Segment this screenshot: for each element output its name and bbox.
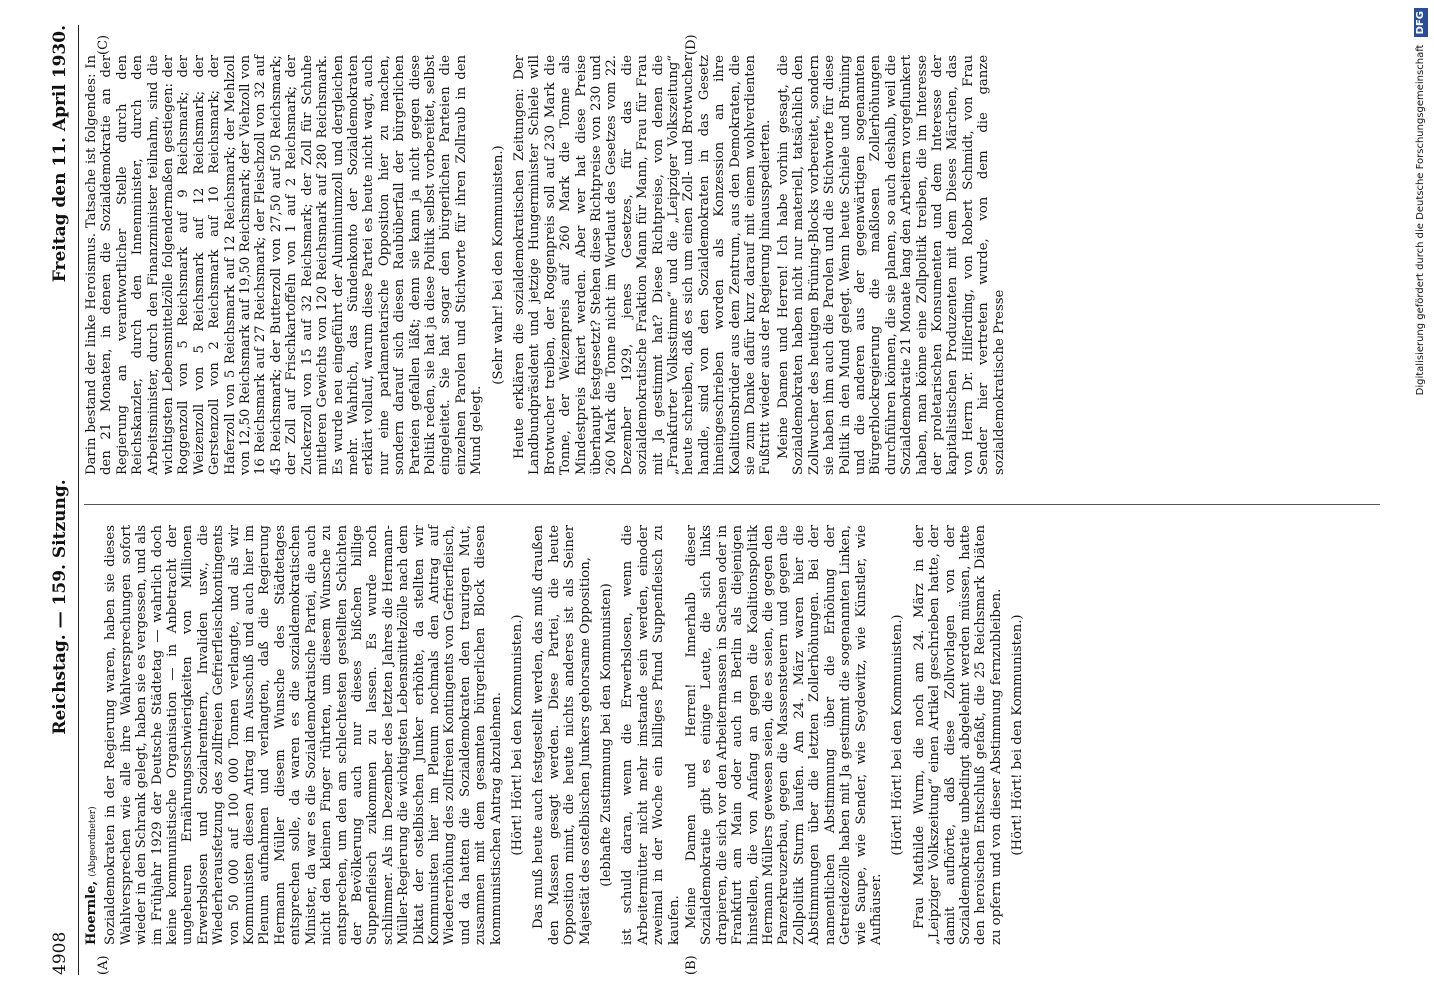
paragraph: Heute erklären die sozialdemokratischen Zeitungen: Der Landbundpräsident und jetzige Hungerminister Schiele will Brotwucher treiben, der Roggenpreis soll auf 230 Mark die Tonne, der Weizenpreis auf 260 Mark die Tonne als Mindestpreis fixiert werden. Aber wer hat diese Preise überhaupt festgesetzt? Stehen diese Richtpreise von 230 und 260 Mark die Tonne nicht im Wortlaut des Gesetzes vom 22. Dezember 1929, jenes Gesetzes, für das die sozialdemokratische Fraktion Mann für Mann, Frau für Frau mit Ja gestimmt hat? Diese Richtpreise, von denen die „Frankfurter Volksstimme“ und die „Leipziger Volkszeitung“ heute schreiben, daß es sich um einen Zoll- und Brotwucher handle, sind von den Sozialdemokraten in das Gesetz hineingeschrieben worden als Konzession an ihre Koalitionsbrüder aus dem Zentrum, aus den Demokraten, die sie zum Danke dafür kurz darauf mit einem wohlverdienten Fußtritt wieder aus der Regierung hinausspedierten. [511,55,774,475]
page-number: 4908 [50,931,70,975]
document-page [50,25,1380,975]
speaker-line: Hoernle, (Abgeordneter) [84,806,99,945]
session-date: Freitag den 11. April 1930. [50,25,70,283]
margin-mark-a: (A) [96,955,111,975]
speaker-role: Abgeordneter [88,809,98,874]
margin-mark-b: (B) [684,955,699,975]
paragraph: Meine Damen und Herren! Innerhalb dieser Sozialdemokratie gibt es einige Leute, die sich links drapieren, die sich vor den Arbeitermassen in Sachsen oder in Frankfurt am Main oder auch in Berlin als diejenigen hinstellen, die von Anfang an gegen die Koalitionspolitik Hermann Müllers gewesen seien, die es seien, die gegen den Panzerkreuzerbau, gegen die Massensteuern und gegen die Zollpolitik Sturm laufen. Am 24. März waren hier die Abstimmungen über die letzten Zollerhöhungen. Bei der namentlichen Abstimmung über die Erhöhung der Getreidezölle haben mit Ja gestimmt die sogenannten Linken, wie Saupe, wie Sender, wie Seydewitz, wie Künstler, wie Aufhäuser. [684,525,884,945]
paragraph: Meine Damen und Herren! Ich habe vorhin gesagt, die Sozialdemokraten haben nicht nur materiell, tatsächlich den Zollwucher des heutigen Brüning-Blocks vorbereitet, sondern sie haben ihm auch die Parolen und die Stichworte für diese Politik in den Mund gelegt. Wenn heute Schiele und Brüning und die anderen aus der gegenwärtigen sogenannten Bürgerblockregierung die maßlosen Zollerhöhungen durchführen können, die sie planen, so auch deshalb, weil die Sozialdemokratie 21 Monate lang den Arbeitern vorgeflunkert haben, man könne eine Zollpolitik treiben, die im Interesse der proletarischen Konsumenten und dem Interesse der kapitalistischen Produzenten mit dem Dieses Märchen, das von Herrn Dr. Hilferding, von Robert Schmidt, von Frau Sender hier vertreten wurde, von dem die ganze sozialdemokratische Presse [775,55,1007,475]
paragraph: Darin bestand der linke Heroismus. Tatsache ist folgendes: In den 21 Monaten, in denen die Sozialdemokratie an der Regierung an verantwortlicher Stelle durch den Reichskanzler, durch den Innenminister, durch den Arbeitsminister, durch den Finanzminister teilnahm, sind die wichtigsten Lebensmittelzölle folgendermaßen gestiegen: der Roggenzoll von 5 Reichsmark auf 9 Reichsmark; der Weizenzoll von 5 Reichsmark auf 12 Reichsmark; der Gerstenzoll von 2 Reichsmark auf 10 Reichsmark; der Haferzoll von 5 Reichsmark auf 12 Reichsmark; der Mehlzoll von 12,50 Reichsmark auf 19,50 Reichsmark; der Viehzoll von 16 Reichsmark auf 27 Reichsmark; der Fleischzoll von 32 auf 45 Reichsmark; der Butterzoll von 27,50 auf 50 Reichsmark; der Zoll auf Frischkartoffeln von 1 auf 2 Reichsmark; der Zuckerzoll von 15 auf 32 Reichsmark; der Zoll für Schuhe mittleren Gewichts von 120 Reichsmark auf 280 Reichsmark. Es wurde neu eingeführt der Aluminiumzoll und dergleichen mehr. Wahrlich, das Sündenkonto der Sozialdemokraten erklärt vollauf, warum diese Partei es heute nicht wagt, auch nur eine parlamentarische Opposition hier zu machen, sondern darauf sich diesen Raubüberfall der bürgerlichen Parteien gefallen läßt; denn sie kann ja nicht gegen diese Politik reden, sie hat ja diese Politik selbst vorbereitet, selbst eingeleitet. Sie hat sogar den bürgerlichen Parteien die einzelnen Parolen und Stichworte für ihren Zollraub in den Mund gelegt. [84,55,485,475]
paragraph: ist schuld daran, wenn die Erwerbslosen, wenn die Arbeitermütter nicht mehr imstande sein werden, einoder zweimal in der Woche ein billiges Pfund Suppenfleisch zu kaufen. [620,525,682,945]
interjection: (Hört! Hört! bei den Kommunisten.) [890,614,906,856]
speaker-name: Hoernle, [84,880,99,945]
interjection: (Sehr wahr! bei den Kommunisten.) [490,145,506,385]
interjection: (Hört! Hört! bei den Kommunisten.) [509,614,525,856]
margin-mark-c: (C) [96,34,111,55]
paragraph: Frau Mathilde Wurm, die noch am 24. März in der „Leipziger Volkszeitung“ einen Artikel geschrieben hatte, der damit aufhörte, daß diese Zollvorlagen von der Sozialdemokratie unbedingt abgelehnt werden müssen, hatte den heroischen Entschluß gefaßt, die 25 Reichsmark Diäten zu opfern und von dieser Abstimmung fernzubleiben. [911,525,1004,945]
paragraph: Sozialdemokraten in der Regierung waren, haben sie dieses Wahlversprechen wie alle ihre Wahlversprechungen sofort wieder in den Schrank gelegt, haben sie es vergessen, und als im Frühjahr 1929 der Deutsche Städtetag — wahrlich doch keine kommunistische Organisation — in Anbetracht der ungeheuren Ernährungsschwierigkeiten von Millionen Erwerbslosen und Sozialrentnern, Invaliden usw., die Wiederherausfetzung des zollfreien Gefrierfleischkontingents von 50 000 auf 100 000 Tonnen verlangte, und als wir Kommunisten diesen Antrag im Ausschuß und auch hier im Plenum aufnahmen und verlangten, daß die Regierung Hermann Müller diesem Wunsche des Städtetages entsprechen solle, da waren es die sozialdemokratischen Minister, da war es die Sozialdemokratische Partei, die auch nicht den kleinen Finger rührten, um diesem Wunsche zu entsprechen, um den am schlechtesten gestellten Schichten der Bevölkerung auch nur dieses bißchen billige Suppenfleisch zukommen zu lassen. Es wurde noch schlimmer. Als im Dezember des letzten Jahres die Hermann-Müller-Regierung die wichtigsten Lebensmittelzölle nach dem Diktat der ostelbischen Junker erhöhte, da stellten wir Kommunisten hier im Plenum nochmals den Antrag auf Wiedererhöhung des zollfreien Kontingents von Gefrierfleisch, und da hatten die Sozialdemokraten den traurigen Mut, zusammen mit dem gesamten bürgerlichen Block diesen kommunistischen Antrag abzulehnen. [103,525,504,945]
text-columns [84,25,1380,975]
funding-note [1412,8,1430,998]
interjection: (lebhafte Zustimmung bei den Kommunisten) [599,583,614,887]
margin-mark-d: (D) [684,34,699,55]
column-divider [84,504,1380,505]
interjection: (Hört! Hört! bei den Kommunisten.) [1010,614,1026,856]
session-title: Reichstag. — 159. Sitzung. [50,479,70,735]
paragraph: Das muß heute auch festgestellt werden, das muß draußen den Massen gesagt werden. Diese Partei, die heute Opposition mimt, die heute nichts anderes ist als Seiner Majestät des ostelbischen Junkers gehorsame Opposition, [531,525,593,945]
page-header [50,25,79,975]
dfg-logo: DFG [1414,8,1428,37]
left-column [84,525,1380,945]
right-column [84,55,1380,475]
funding-text: Digitalisierung gefördert durch die Deutsche Forschungsgemeinschaft [1415,44,1426,396]
